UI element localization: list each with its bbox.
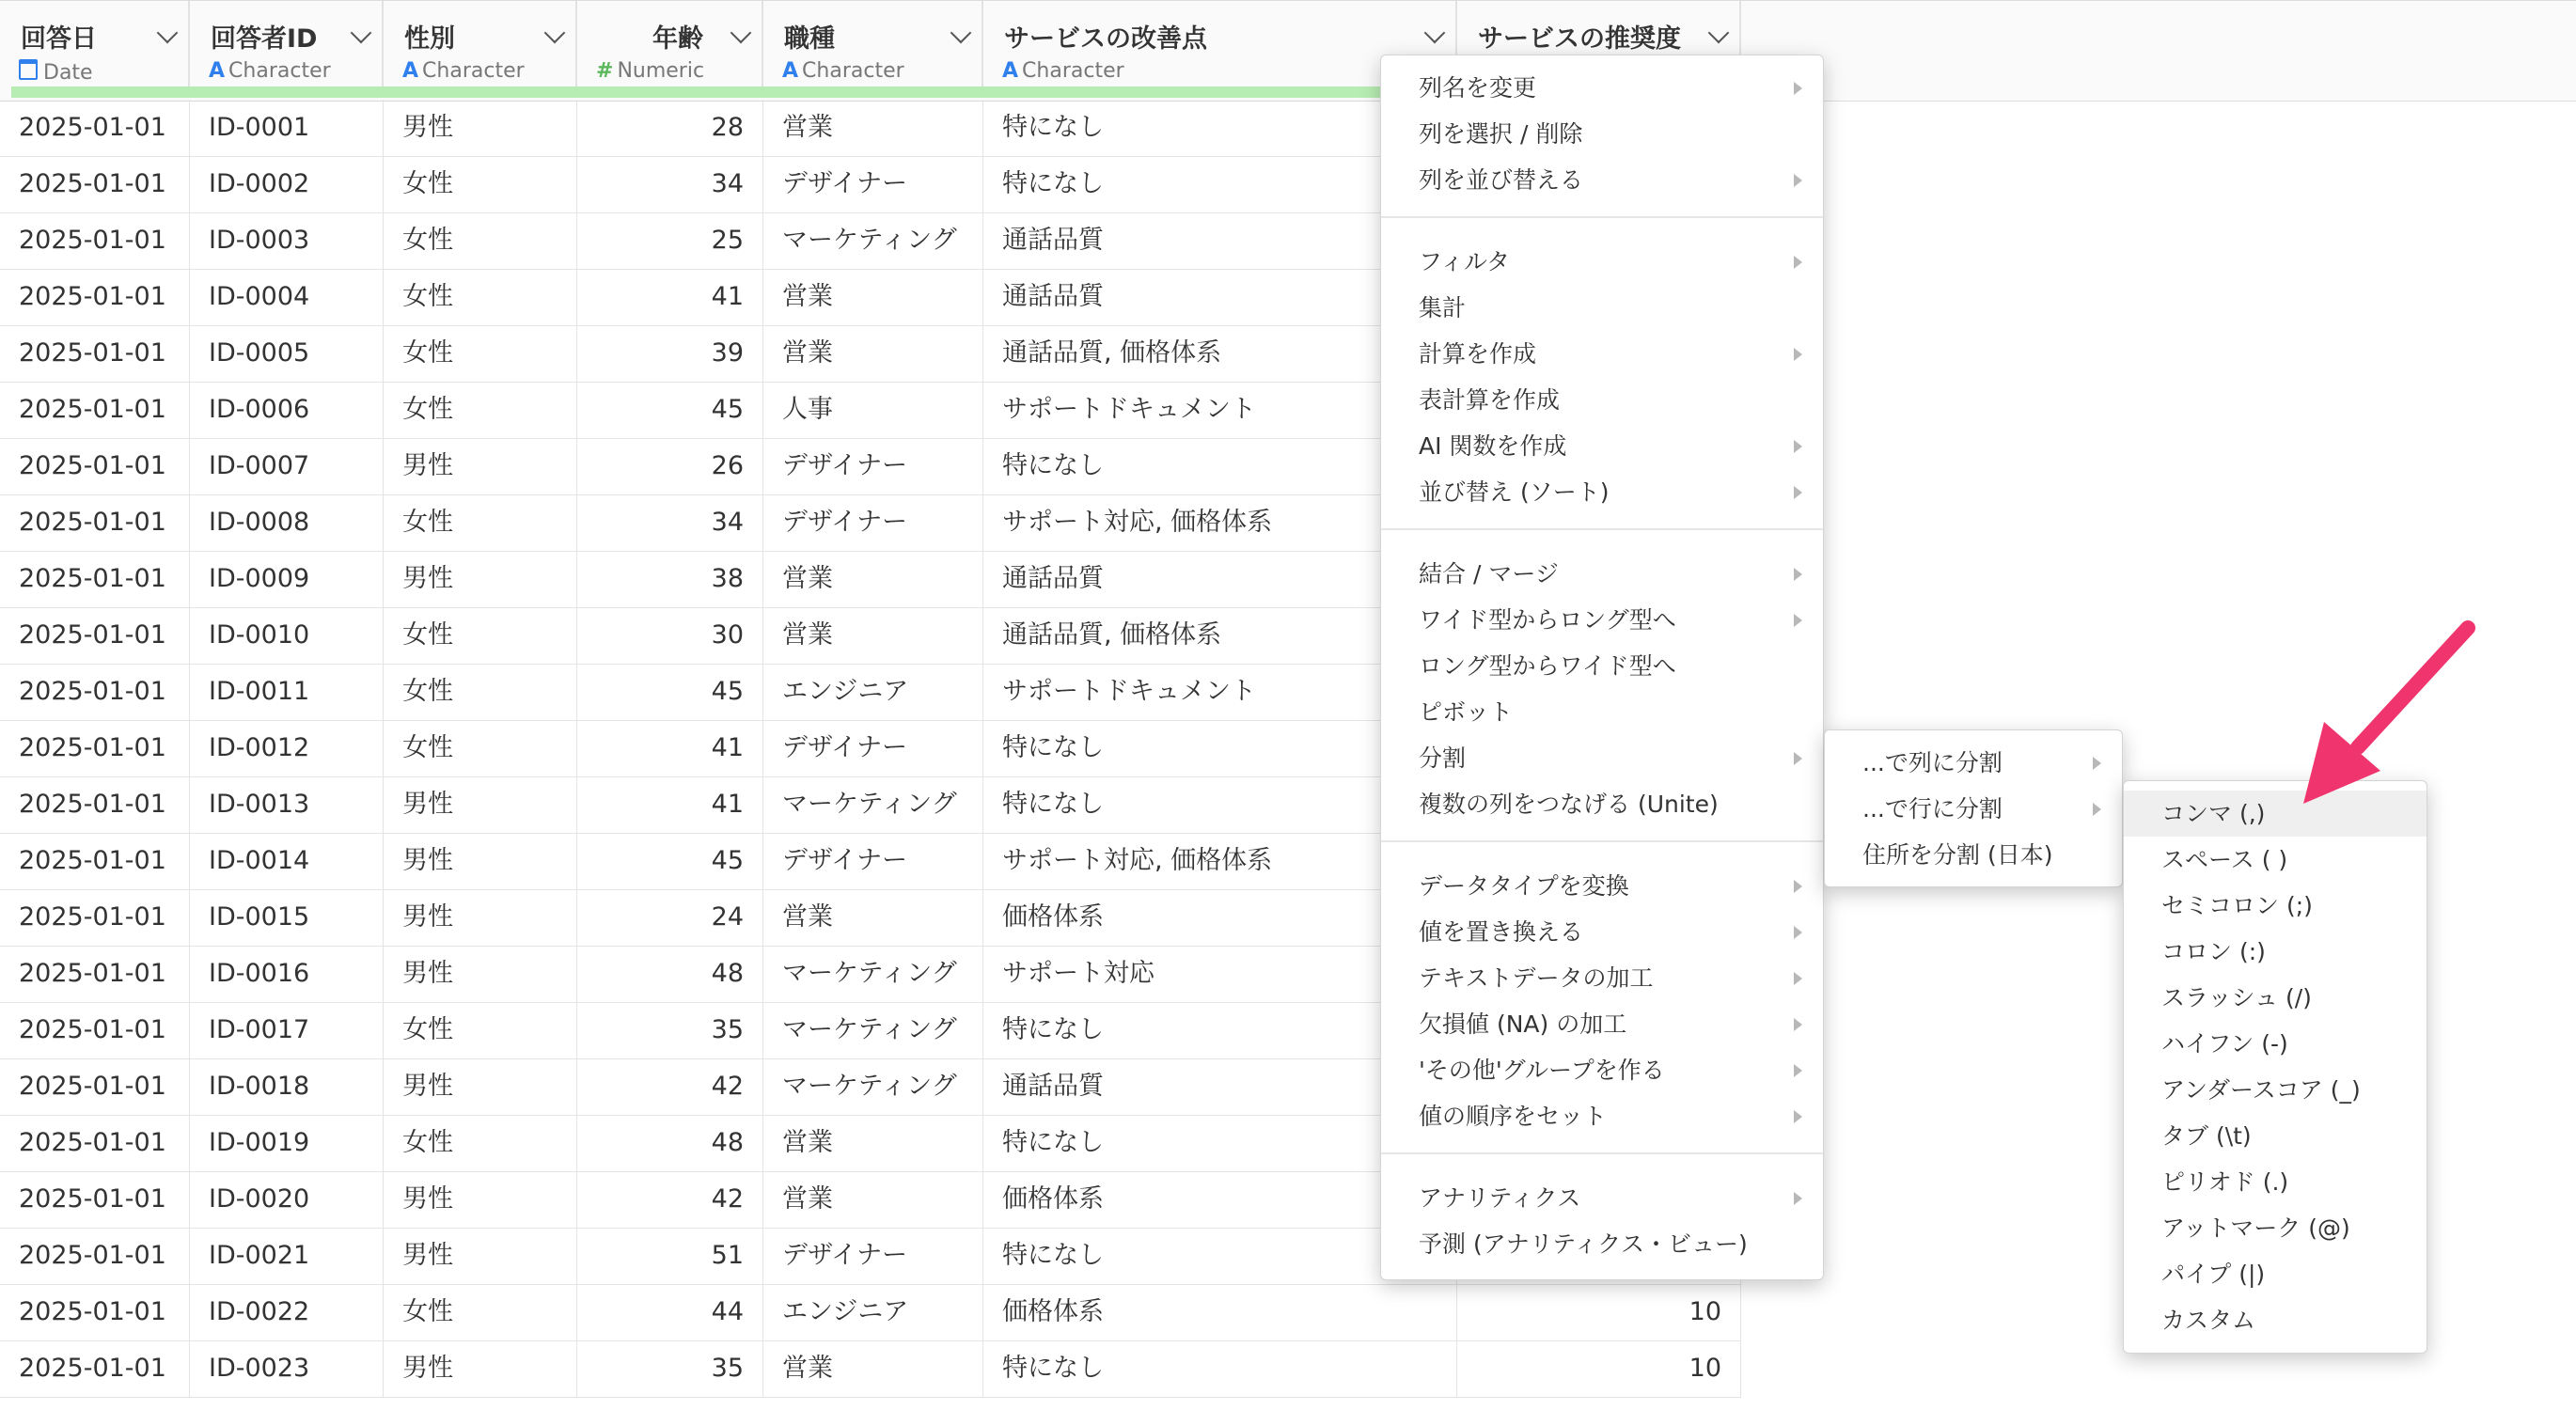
table-cell: 価格体系	[983, 889, 1457, 946]
chevron-right-icon	[1794, 440, 1802, 453]
table-cell: 2025-01-01	[0, 1284, 190, 1340]
table-cell: 51	[577, 1228, 763, 1284]
table-cell: 2025-01-01	[0, 382, 190, 438]
submenu-item-label: ...で列に分割	[1862, 749, 2003, 776]
table-cell: ID-0019	[190, 1115, 384, 1171]
table-cell: 2025-01-01	[0, 325, 190, 382]
delimiter-option[interactable]	[2124, 1021, 2427, 1067]
table-cell: ID-0002	[190, 156, 384, 212]
table-cell: 男性	[384, 776, 577, 833]
column-name: 年齢	[652, 24, 703, 54]
menu-item[interactable]	[1381, 1093, 1823, 1139]
table-cell: 通話品質, 価格体系	[983, 607, 1457, 664]
table-cell: 男性	[384, 1340, 577, 1397]
chevron-down-icon[interactable]	[730, 23, 752, 44]
column-header[interactable]	[190, 1, 384, 87]
column-name: 回答者ID	[211, 24, 318, 54]
table-cell: 45	[577, 382, 763, 438]
column-name: 性別	[404, 24, 455, 54]
table-cell: 営業	[763, 100, 983, 156]
table-cell: サポート対応	[983, 946, 1457, 1002]
table-cell: 男性	[384, 551, 577, 607]
table-cell: 45	[577, 833, 763, 889]
menu-item[interactable]	[1381, 863, 1823, 909]
table-cell: ID-0013	[190, 776, 384, 833]
table-cell: 営業	[763, 607, 983, 664]
table-cell: 2025-01-01	[0, 438, 190, 494]
delimiter-option-label: ハイフン (-)	[2161, 1030, 2288, 1058]
table-cell: デザイナー	[763, 494, 983, 551]
chevron-right-icon	[1794, 1064, 1802, 1077]
table-cell: デザイナー	[763, 833, 983, 889]
table-cell: 34	[577, 494, 763, 551]
table-cell: 通話品質, 価格体系	[983, 325, 1457, 382]
menu-item-label: 列を並び替える	[1419, 166, 1584, 194]
column-header[interactable]	[763, 1, 983, 87]
menu-item-label: 計算を作成	[1419, 340, 1537, 368]
table-cell: 営業	[763, 1340, 983, 1397]
table-cell: 28	[577, 100, 763, 156]
table-cell: 2025-01-01	[0, 720, 190, 776]
table-cell: 30	[577, 607, 763, 664]
chevron-down-icon[interactable]	[950, 23, 972, 44]
menu-item-label: 予測 (アナリティクス・ビュー)	[1419, 1230, 1748, 1258]
table-cell: 男性	[384, 1171, 577, 1228]
chevron-right-icon	[1794, 1110, 1802, 1123]
table-cell: 営業	[763, 325, 983, 382]
chevron-down-icon[interactable]	[544, 23, 566, 44]
chevron-right-icon	[1794, 348, 1802, 361]
delimiter-option[interactable]	[2124, 929, 2427, 975]
menu-item[interactable]	[1381, 735, 1823, 781]
table-cell: マーケティング	[763, 776, 983, 833]
table-cell: 2025-01-01	[0, 269, 190, 325]
table-cell: 2025-01-01	[0, 946, 190, 1002]
table-cell: 営業	[763, 1171, 983, 1228]
table-cell: 41	[577, 720, 763, 776]
menu-item[interactable]	[1381, 1175, 1823, 1221]
table-cell: 営業	[763, 269, 983, 325]
table-row	[0, 1284, 1741, 1341]
table-cell: 10	[1457, 1284, 1741, 1340]
menu-item-label: ワイド型からロング型へ	[1419, 606, 1676, 634]
column-type-label: Date	[43, 61, 93, 85]
table-cell: 女性	[384, 494, 577, 551]
table-cell: 女性	[384, 1002, 577, 1058]
column-header[interactable]	[577, 1, 763, 87]
menu-separator	[1381, 528, 1823, 530]
table-cell: 通話品質	[983, 551, 1457, 607]
menu-item[interactable]	[1381, 643, 1823, 689]
menu-item-label: 集計	[1419, 294, 1467, 321]
table-cell: 48	[577, 1115, 763, 1171]
menu-item-label: テキストデータの加工	[1419, 964, 1654, 992]
delimiter-option-label: カスタム	[2161, 1307, 2256, 1334]
table-cell: サポート対応, 価格体系	[983, 833, 1457, 889]
table-cell: ID-0007	[190, 438, 384, 494]
empty-header-area	[1741, 0, 2576, 102]
table-cell: 特になし	[983, 776, 1457, 833]
table-cell: 35	[577, 1340, 763, 1397]
table-cell: 41	[577, 776, 763, 833]
table-cell: ID-0011	[190, 664, 384, 720]
delimiter-option-label: パイプ (|)	[2161, 1261, 2266, 1288]
table-cell: 男性	[384, 1058, 577, 1115]
table-cell: 価格体系	[983, 1171, 1457, 1228]
chevron-right-icon	[1794, 972, 1802, 985]
table-cell: ID-0006	[190, 382, 384, 438]
table-cell: サポートドキュメント	[983, 664, 1457, 720]
table-cell: 特になし	[983, 438, 1457, 494]
table-cell: 42	[577, 1171, 763, 1228]
table-cell: ID-0005	[190, 325, 384, 382]
delimiter-option-label: アットマーク (@)	[2161, 1214, 2350, 1242]
table-cell: 特になし	[983, 720, 1457, 776]
table-cell: 25	[577, 212, 763, 269]
menu-item-label: ピボット	[1419, 698, 1514, 726]
table-cell: ID-0017	[190, 1002, 384, 1058]
menu-item[interactable]	[1381, 955, 1823, 1001]
table-cell: 女性	[384, 269, 577, 325]
column-type-label: Character	[1022, 59, 1124, 83]
table-cell: エンジニア	[763, 664, 983, 720]
chevron-right-icon	[1794, 614, 1802, 627]
table-cell: 女性	[384, 156, 577, 212]
submenu-item[interactable]	[1825, 740, 2122, 786]
column-header[interactable]	[384, 1, 577, 87]
menu-separator	[1381, 1152, 1823, 1154]
chevron-right-icon	[1794, 82, 1802, 95]
column-name: 職種	[784, 24, 835, 54]
table-cell: ID-0009	[190, 551, 384, 607]
column-type-label: Character	[802, 59, 904, 83]
menu-separator	[1381, 840, 1823, 842]
column-type	[1002, 59, 1124, 83]
table-cell: マーケティング	[763, 1002, 983, 1058]
chevron-right-icon	[1794, 880, 1802, 893]
table-cell: 2025-01-01	[0, 1171, 190, 1228]
column-name: サービスの改善点	[1004, 24, 1207, 54]
table-cell: ID-0012	[190, 720, 384, 776]
table-cell: 2025-01-01	[0, 494, 190, 551]
table-cell: 特になし	[983, 1340, 1457, 1397]
chevron-down-icon[interactable]	[1708, 23, 1730, 44]
menu-item-label: 値を置き換える	[1419, 918, 1584, 946]
table-cell: ID-0004	[190, 269, 384, 325]
delimiter-option[interactable]	[2124, 1113, 2427, 1159]
table-cell: ID-0015	[190, 889, 384, 946]
delimiter-option[interactable]	[2124, 1067, 2427, 1113]
table-cell: 45	[577, 664, 763, 720]
table-cell: 営業	[763, 889, 983, 946]
column-type	[209, 59, 331, 83]
table-cell: 人事	[763, 382, 983, 438]
table-cell: 女性	[384, 382, 577, 438]
column-context-menu	[1380, 55, 1824, 1280]
delimiter-option-label: ピリオド (.)	[2161, 1168, 2289, 1196]
table-cell: 41	[577, 269, 763, 325]
menu-item[interactable]	[1381, 377, 1823, 423]
chevron-right-icon	[1794, 752, 1802, 765]
numeric-type-icon: #	[596, 59, 614, 83]
table-cell: マーケティング	[763, 946, 983, 1002]
table-cell: ID-0010	[190, 607, 384, 664]
menu-item-label: データタイプを変換	[1419, 872, 1629, 900]
menu-item-label: 欠損値 (NA) の加工	[1419, 1010, 1627, 1038]
menu-separator	[1381, 216, 1823, 218]
table-cell: 営業	[763, 551, 983, 607]
split-submenu	[1824, 729, 2123, 887]
menu-item-label: 分割	[1419, 744, 1467, 772]
chevron-right-icon	[1794, 174, 1802, 187]
menu-item[interactable]	[1381, 1221, 1823, 1267]
menu-item[interactable]	[1381, 239, 1823, 285]
table-cell: ID-0022	[190, 1284, 384, 1340]
table-cell: デザイナー	[763, 720, 983, 776]
menu-item-label: 'その他'グループを作る	[1419, 1057, 1665, 1084]
table-cell: 2025-01-01	[0, 156, 190, 212]
delimiter-submenu	[2123, 780, 2427, 1354]
table-cell: 38	[577, 551, 763, 607]
column-name: 回答日	[21, 24, 97, 54]
table-cell: 2025-01-01	[0, 1340, 190, 1397]
column-type	[19, 59, 93, 85]
menu-item-label: フィルタ	[1419, 248, 1511, 275]
table-cell: 女性	[384, 325, 577, 382]
table-cell: 44	[577, 1284, 763, 1340]
delimiter-option-label: コロン (:)	[2161, 938, 2266, 965]
table-cell: 2025-01-01	[0, 100, 190, 156]
table-cell: 10	[1457, 1340, 1741, 1397]
chevron-down-icon[interactable]	[351, 23, 372, 44]
menu-item[interactable]	[1381, 111, 1823, 157]
table-cell: 24	[577, 889, 763, 946]
character-type-icon: A	[209, 59, 226, 83]
table-cell: サポートドキュメント	[983, 382, 1457, 438]
delimiter-option-label: スラッシュ (/)	[2161, 984, 2312, 1011]
menu-item[interactable]	[1381, 285, 1823, 331]
table-cell: 男性	[384, 946, 577, 1002]
character-type-icon: A	[782, 59, 799, 83]
menu-item-label: 複数の列をつなげる (Unite)	[1419, 791, 1719, 818]
column-type-label: Numeric	[617, 59, 705, 83]
table-cell: 2025-01-01	[0, 1058, 190, 1115]
chevron-right-icon	[2093, 803, 2101, 816]
table-cell: 2025-01-01	[0, 212, 190, 269]
table-cell: 2025-01-01	[0, 1228, 190, 1284]
table-cell: ID-0008	[190, 494, 384, 551]
menu-item-label: 列を選択 / 削除	[1419, 120, 1583, 148]
submenu-item-label: ...で行に分割	[1862, 795, 2003, 822]
column-header[interactable]	[0, 1, 190, 87]
menu-item-label: 表計算を作成	[1419, 386, 1561, 414]
delimiter-option[interactable]	[2124, 1297, 2427, 1343]
table-cell: 男性	[384, 1228, 577, 1284]
table-row	[0, 1340, 1741, 1398]
column-type	[596, 59, 704, 83]
column-type-label: Character	[228, 59, 331, 83]
table-cell: 通話品質	[983, 1058, 1457, 1115]
table-cell: 2025-01-01	[0, 607, 190, 664]
menu-item-label: 値の順序をセット	[1419, 1103, 1608, 1130]
annotation-arrow-shaft	[2358, 628, 2468, 747]
table-cell: ID-0021	[190, 1228, 384, 1284]
menu-item[interactable]	[1381, 1047, 1823, 1093]
column-type	[402, 59, 525, 83]
table-cell: 48	[577, 946, 763, 1002]
chevron-right-icon	[1794, 1018, 1802, 1031]
delimiter-option-label: タブ (\t)	[2161, 1122, 2252, 1150]
menu-item[interactable]	[1381, 423, 1823, 469]
chevron-right-icon	[1794, 926, 1802, 939]
table-cell: 営業	[763, 1115, 983, 1171]
table-cell: 男性	[384, 100, 577, 156]
table-cell: ID-0023	[190, 1340, 384, 1397]
column-type-label: Character	[422, 59, 525, 83]
table-cell: 特になし	[983, 100, 1457, 156]
column-name: サービスの推奨度	[1478, 24, 1681, 54]
chevron-right-icon	[1794, 568, 1802, 581]
table-cell: マーケティング	[763, 1058, 983, 1115]
table-cell: ID-0003	[190, 212, 384, 269]
menu-item-label: 並び替え (ソート)	[1419, 478, 1610, 506]
table-cell: ID-0014	[190, 833, 384, 889]
table-cell: エンジニア	[763, 1284, 983, 1340]
table-cell: デザイナー	[763, 156, 983, 212]
delimiter-option-label: セミコロン (;)	[2161, 892, 2313, 919]
chevron-right-icon	[1794, 486, 1802, 499]
menu-item[interactable]	[1381, 65, 1823, 111]
chevron-right-icon	[1794, 256, 1802, 269]
delimiter-option[interactable]	[2124, 837, 2427, 883]
menu-item[interactable]	[1381, 597, 1823, 643]
delimiter-option[interactable]	[2124, 1159, 2427, 1205]
table-cell: サポート対応, 価格体系	[983, 494, 1457, 551]
delimiter-option-label: アンダースコア (_)	[2161, 1076, 2361, 1104]
table-cell: 2025-01-01	[0, 1115, 190, 1171]
chevron-right-icon	[1794, 1192, 1802, 1205]
menu-item-label: 結合 / マージ	[1419, 560, 1559, 588]
table-cell: 2025-01-01	[0, 664, 190, 720]
table-cell: 2025-01-01	[0, 551, 190, 607]
menu-item[interactable]	[1381, 157, 1823, 203]
table-cell: ID-0001	[190, 100, 384, 156]
chevron-down-icon[interactable]	[1424, 23, 1446, 44]
table-cell: 26	[577, 438, 763, 494]
menu-item-label: アナリティクス	[1419, 1184, 1581, 1212]
chevron-right-icon	[2093, 757, 2101, 770]
menu-item[interactable]	[1381, 781, 1823, 827]
menu-item[interactable]	[1381, 551, 1823, 597]
table-cell: 特になし	[983, 1002, 1457, 1058]
delimiter-option[interactable]	[2124, 883, 2427, 929]
table-cell: 男性	[384, 833, 577, 889]
table-cell: 42	[577, 1058, 763, 1115]
character-type-icon: A	[402, 59, 419, 83]
table-cell: 2025-01-01	[0, 776, 190, 833]
submenu-item[interactable]	[1825, 786, 2122, 832]
table-cell: 2025-01-01	[0, 833, 190, 889]
table-cell: 女性	[384, 212, 577, 269]
table-cell: 女性	[384, 1284, 577, 1340]
table-cell: 2025-01-01	[0, 1002, 190, 1058]
table-cell: デザイナー	[763, 438, 983, 494]
table-cell: 35	[577, 1002, 763, 1058]
menu-item[interactable]	[1381, 909, 1823, 955]
menu-item[interactable]	[1381, 1001, 1823, 1047]
table-cell: ID-0016	[190, 946, 384, 1002]
table-cell: 特になし	[983, 1115, 1457, 1171]
table-cell: 39	[577, 325, 763, 382]
table-cell: 女性	[384, 607, 577, 664]
delimiter-option-label: コンマ (,)	[2161, 800, 2266, 827]
table-cell: 価格体系	[983, 1284, 1457, 1340]
table-cell: ID-0018	[190, 1058, 384, 1115]
chevron-down-icon[interactable]	[157, 23, 179, 44]
table-cell: 女性	[384, 664, 577, 720]
table-cell: デザイナー	[763, 1228, 983, 1284]
submenu-item[interactable]	[1825, 832, 2122, 878]
annotation-arrow	[2275, 611, 2501, 827]
table-cell: 男性	[384, 889, 577, 946]
table-cell: 通話品質	[983, 212, 1457, 269]
delimiter-option-label: スペース ( )	[2161, 846, 2288, 873]
delimiter-option[interactable]	[2124, 975, 2427, 1021]
table-cell: ID-0020	[190, 1171, 384, 1228]
table-cell: 2025-01-01	[0, 889, 190, 946]
character-type-icon: A	[1002, 59, 1019, 83]
menu-item[interactable]	[1381, 469, 1823, 515]
menu-item[interactable]	[1381, 331, 1823, 377]
menu-item-label: 列名を変更	[1419, 74, 1537, 102]
table-cell: 通話品質	[983, 269, 1457, 325]
calendar-icon	[19, 59, 38, 80]
menu-item-label: AI 関数を作成	[1419, 432, 1567, 460]
table-cell: 特になし	[983, 156, 1457, 212]
menu-item[interactable]	[1381, 689, 1823, 735]
table-cell: マーケティング	[763, 212, 983, 269]
delimiter-option[interactable]	[2124, 1251, 2427, 1297]
menu-item-label: ロング型からワイド型へ	[1419, 652, 1676, 680]
table-cell: 女性	[384, 720, 577, 776]
submenu-item-label: 住所を分割 (日本)	[1862, 841, 2053, 869]
table-cell: 男性	[384, 438, 577, 494]
table-cell: 女性	[384, 1115, 577, 1171]
delimiter-option[interactable]	[2124, 1205, 2427, 1251]
table-cell: 34	[577, 156, 763, 212]
table-cell: 特になし	[983, 1228, 1457, 1284]
column-type	[782, 59, 904, 83]
